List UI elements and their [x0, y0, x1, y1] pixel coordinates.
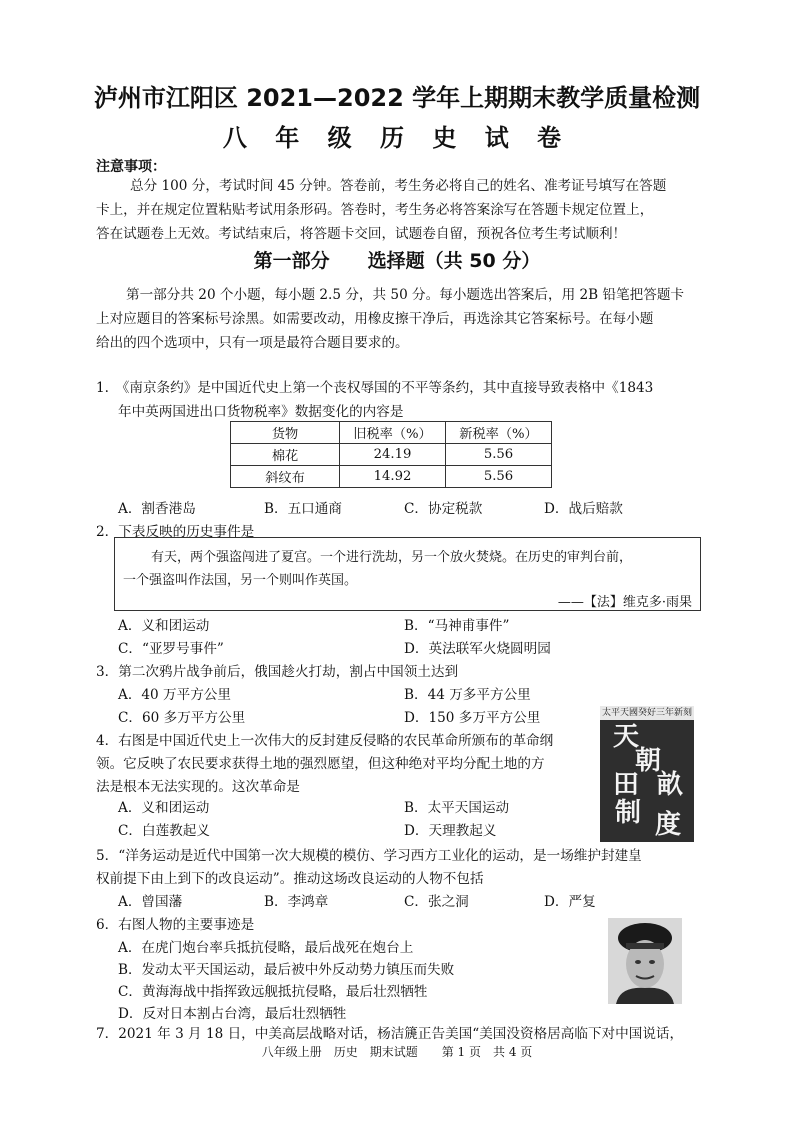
table-cell: 斜纹布 — [231, 466, 340, 488]
q3-stem: 3．第二次鸦片战争前后，俄国趁火打劫，割占中国领土达到 — [96, 664, 459, 680]
q2-quote-line1: 有天，两个强盗闯进了夏宫。一个进行洗劫，另一个放火焚烧。在历史的审判台前， — [151, 550, 633, 565]
q2-option-a: A．义和团运动 — [118, 618, 210, 634]
table-cell: 5.56 — [446, 444, 552, 466]
table-cell: 14.92 — [340, 466, 446, 488]
notice-line-1: 总分 100 分，考试时间 45 分钟。答卷前，考生务必将自己的姓名、准考证号填写在答题 — [130, 178, 667, 194]
q4-stem-line2: 领。它反映了农民要求获得土地的强烈愿望，但这种绝对平均分配土地的方 — [96, 756, 545, 772]
q4-stem-line1: 4．右图是中国近代史上一次伟大的反封建反侵略的农民革命所颁布的革命纲 — [96, 733, 554, 749]
exam-subtitle: 八 年 级 历 史 试 卷 — [222, 124, 572, 152]
exam-title: 泸州市江阳区 2021—2022 学年上期期末教学质量检测 — [93, 84, 701, 112]
q5-option-d: D．严复 — [544, 894, 596, 910]
document-char: 度 — [654, 810, 681, 840]
q1-option-c: C．协定税款 — [404, 501, 483, 517]
q5-option-c: C．张之洞 — [404, 894, 469, 910]
q4-option-b: B．太平天国运动 — [404, 800, 510, 816]
q3-option-c: C．60 多万平方公里 — [118, 710, 246, 726]
section-intro-3: 给出的四个选项中，只有一项是最符合题目要求的。 — [96, 335, 409, 351]
q4-stem-line3: 法是根本无法实现的。这次革命是 — [96, 779, 300, 795]
q2-quote-line2: 一个强盗叫作法国，另一个则叫作英国。 — [123, 573, 358, 588]
q4-option-a: A．义和团运动 — [118, 800, 210, 816]
historical-portrait-image — [608, 918, 682, 1004]
q5-stem-line2: 权前提下由上到下的改良运动”。推动这场改良运动的人物不包括 — [96, 871, 484, 887]
q5-option-a: A．曾国藩 — [118, 894, 183, 910]
q1-stem-line1: 1. 《南京条约》是中国近代史上第一个丧权辱国的不平等条约，其中直接导致表格中《1843 — [96, 380, 654, 396]
q3-option-a: A．40 万平方公里 — [118, 687, 231, 703]
document-char: 制 — [614, 798, 641, 828]
q1-option-a: A．割香港岛 — [118, 501, 196, 517]
q2-option-b: B．“马神甫事件” — [404, 618, 510, 634]
q2-quote-box — [114, 537, 701, 611]
document-char: 天 — [612, 722, 639, 752]
q1-stem-line2: 年中英两国进出口货物税率》数据变化的内容是 — [118, 404, 404, 420]
table-header-row — [231, 422, 552, 444]
q5-stem-line1: 5．“洋务运动是近代中国第一次大规模的模仿、学习西方工业化的运动，是一场维护封建皇 — [96, 848, 642, 864]
table-header-cell: 旧税率（%） — [340, 422, 446, 444]
notice-line-3: 答在试题卷上无效。考试结束后，将答题卡交回，试题卷自留，预祝各位考生考试顺利！ — [96, 226, 627, 242]
page-footer: 八年级上册 历史 期末试题 第 1 页 共 4 页 — [261, 1045, 533, 1059]
table-cell: 棉花 — [231, 444, 340, 466]
q6-option-a: A．在虎门炮台率兵抵抗侵略，最后战死在炮台上 — [118, 940, 414, 956]
document-char: 朝 — [634, 746, 661, 776]
q7-stem-line1: 7．2021 年 3 月 18 日，中美高层战略对话，杨洁篪正告美国“美国没资格居高临下对中国说话， — [96, 1026, 684, 1042]
table-header-cell: 新税率（%） — [446, 422, 552, 444]
q2-option-d: D．英法联军火烧圆明园 — [404, 641, 551, 657]
q4-option-c: C．白莲教起义 — [118, 823, 210, 839]
notice-heading: 注意事项： — [96, 159, 166, 175]
section-title: 第一部分 选择题（共 50 分） — [253, 250, 541, 272]
section-intro-1: 第一部分共 20 个小题，每小题 2.5 分，共 50 分。每小题选出答案后，用 2B 铅笔把答题卡 — [126, 287, 685, 303]
table-cell: 5.56 — [446, 466, 552, 488]
q3-option-b: B．44 万多平方公里 — [404, 687, 531, 703]
q6-option-d: D．反对日本割占台湾，最后壮烈牺牲 — [118, 1006, 347, 1022]
q4-option-d: D．天理教起义 — [404, 823, 497, 839]
q1-option-b: B．五口通商 — [264, 501, 342, 517]
document-image-header: 太平天國癸好三年新刻 — [601, 708, 692, 718]
tax-rate-table — [230, 421, 552, 488]
table-cell: 24.19 — [340, 444, 446, 466]
q1-option-d: D．战后赔款 — [544, 501, 623, 517]
q2-quote-source: ——【法】维克多·雨果 — [557, 595, 692, 610]
q6-stem: 6．右图人物的主要事迹是 — [96, 917, 255, 933]
table-row — [231, 444, 552, 466]
section-intro-2: 上对应题目的答案标号涂黑。如需要改动，用橡皮擦干净后，再选涂其它答案标号。在每小题 — [96, 311, 654, 327]
notice-line-2: 卡上，并在规定位置粘贴考试用条形码。答卷时，考生务必将答案涂写在答题卡规定位置上， — [96, 202, 654, 218]
q6-option-c: C．黄海海战中指挥致远舰抵抗侵略，最后壮烈牺牲 — [118, 984, 428, 1000]
land-system-document-image — [600, 706, 694, 842]
q5-option-b: B．李鸿章 — [264, 894, 329, 910]
document-char: 畝 — [656, 770, 683, 800]
q3-option-d: D．150 多万平方公里 — [404, 710, 541, 726]
q2-option-c: C．“亚罗号事件” — [118, 641, 224, 657]
q6-option-b: B．发动太平天国运动，最后被中外反动势力镇压而失败 — [118, 962, 455, 978]
q2-stem: 2．下表反映的历史事件是 — [96, 524, 255, 540]
table-header-cell: 货物 — [231, 422, 340, 444]
table-row — [231, 466, 552, 488]
document-char: 田 — [612, 770, 639, 800]
